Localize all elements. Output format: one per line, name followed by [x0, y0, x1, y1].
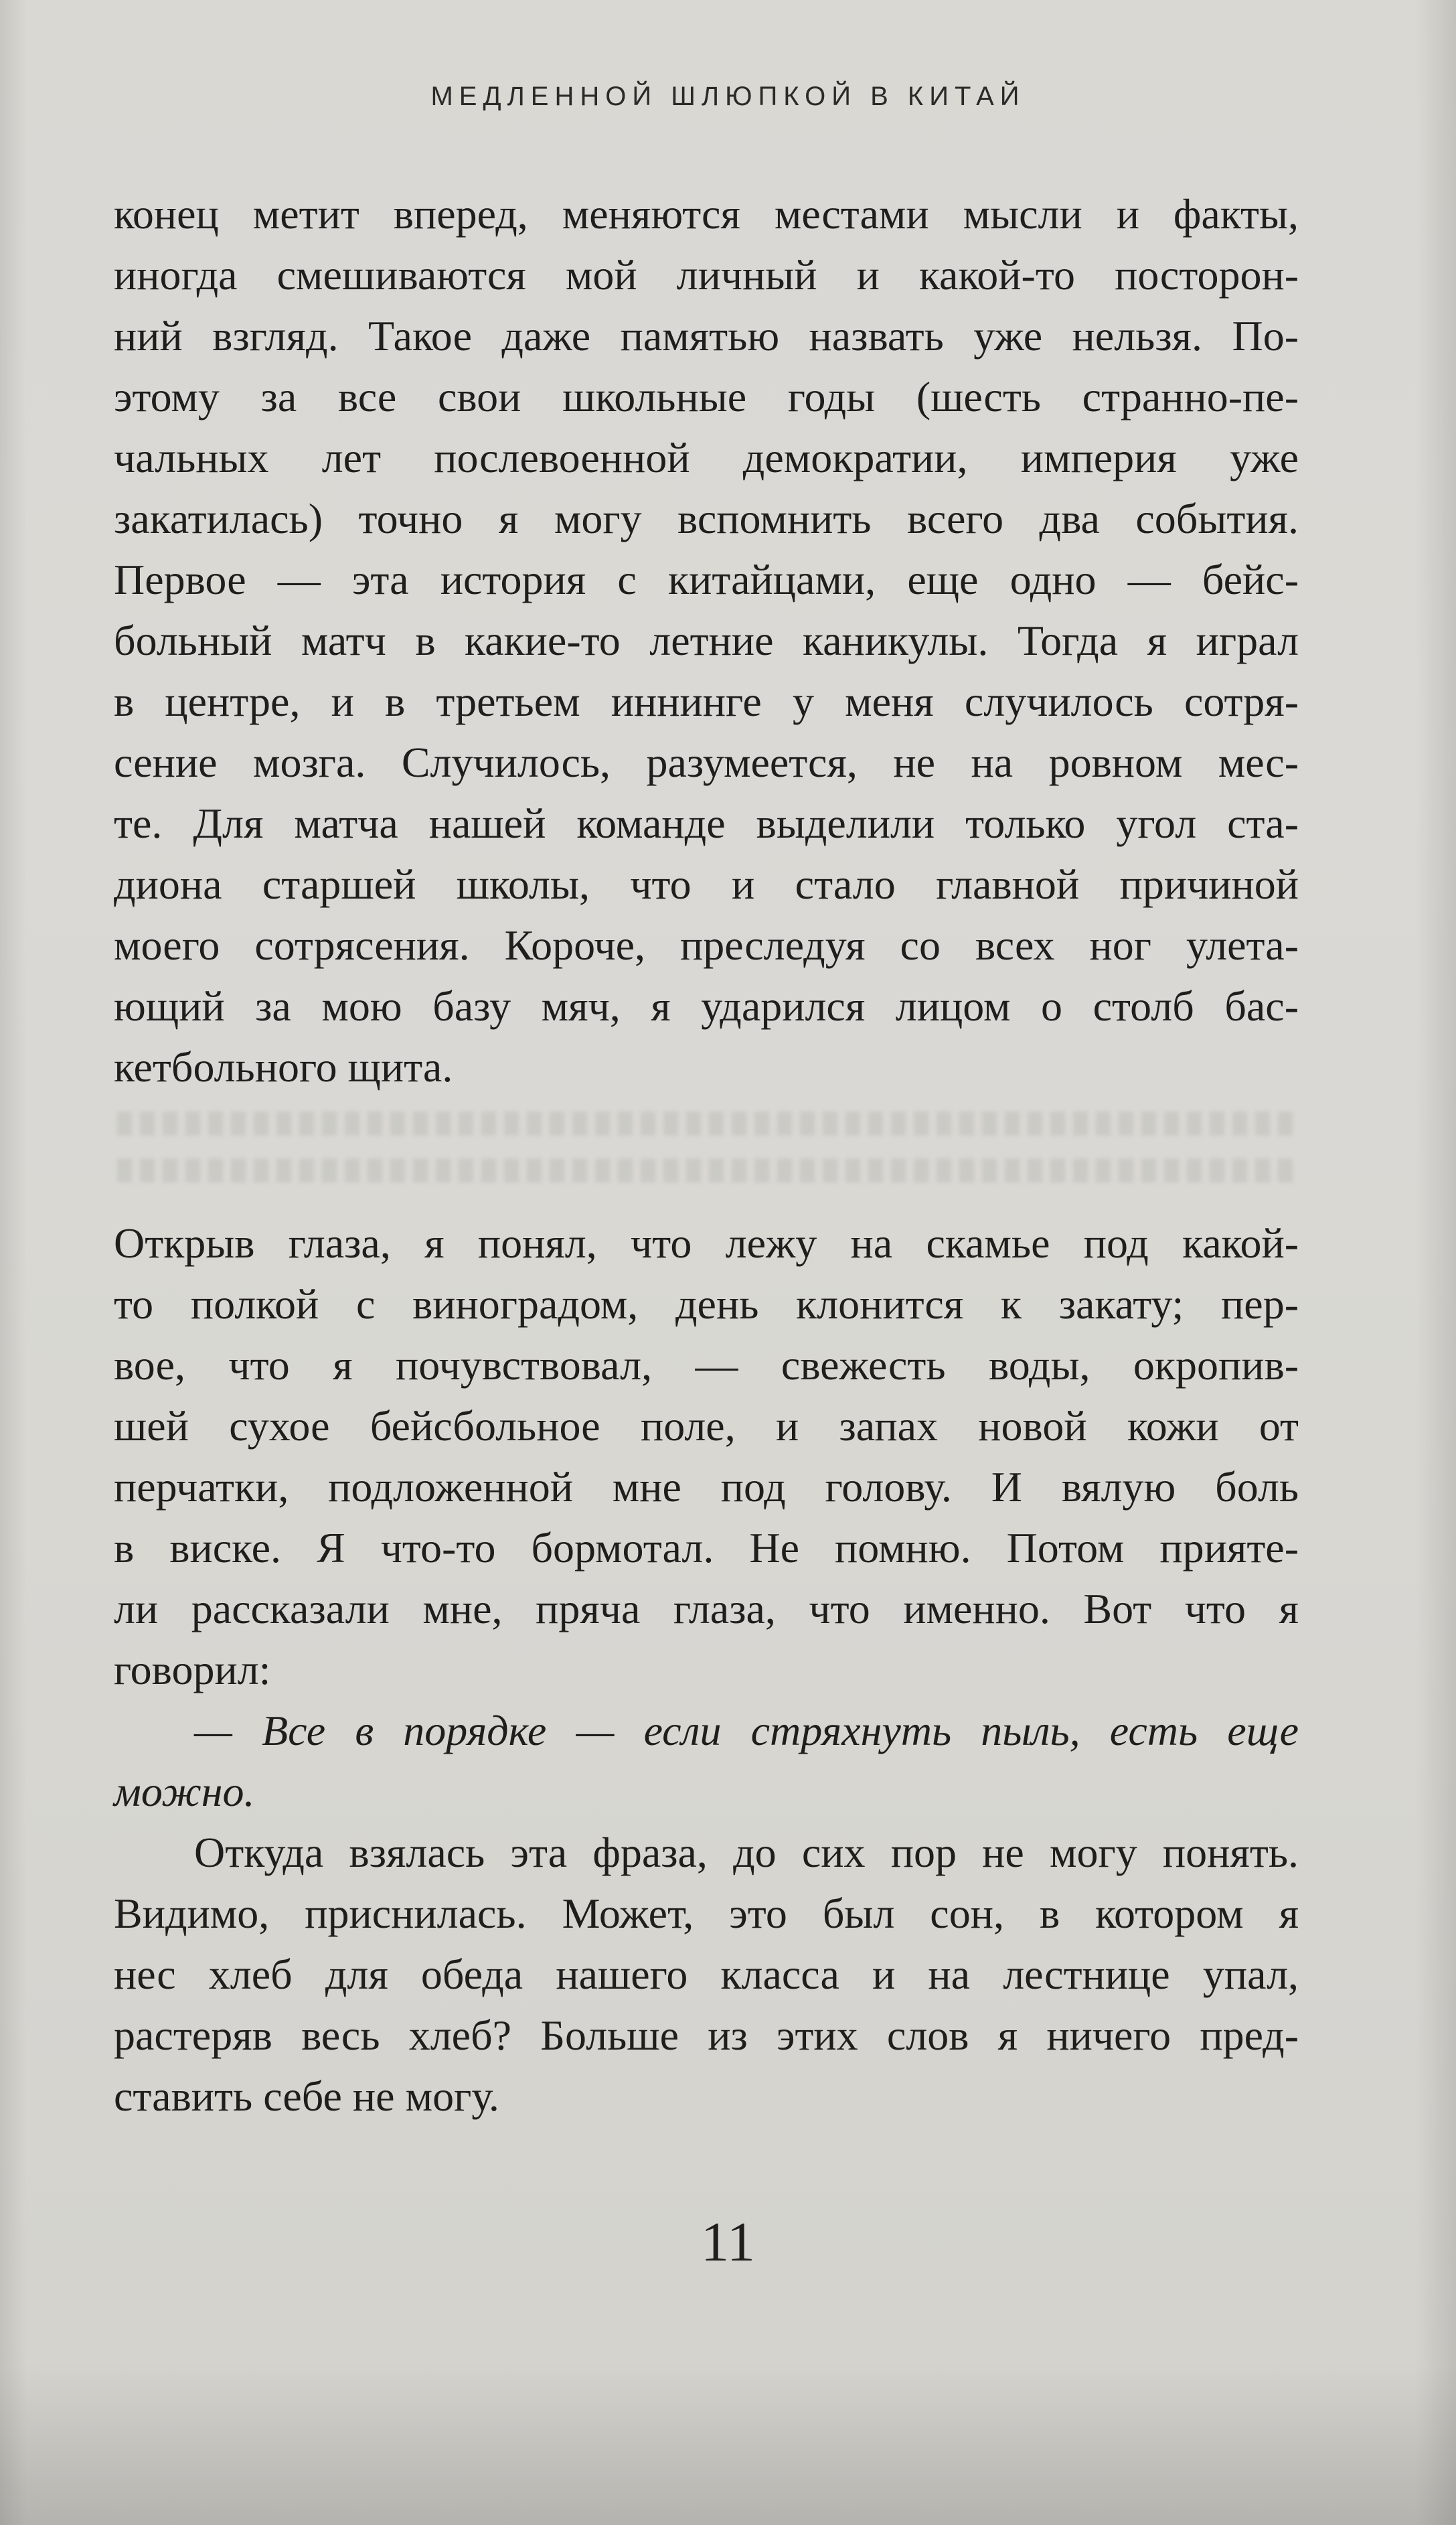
text-line: больный матч в какие-то летние каникулы. Тогда я играл [114, 617, 1299, 664]
text-line: шей сухое бейсбольное поле, и запах новой кожи от [114, 1402, 1299, 1450]
text-line: ли рассказали мне, пряча глаза, что именно. Вот что я [114, 1585, 1299, 1632]
text-line: Первое — эта история с китайцами, еще одно — бейс- [114, 556, 1299, 603]
text-line: перчатки, подложенной мне под голову. И вялую боль [114, 1463, 1299, 1511]
text-line: Видимо, приснилась. Может, это был сон, в котором я [114, 1890, 1299, 1937]
text-line: чальных лет послевоенной демократии, империя уже [114, 434, 1299, 481]
text-line: этому за все свои школьные годы (шесть странно-пе- [114, 373, 1299, 420]
text-line: Открыв глаза, я понял, что лежу на скамье под какой- [114, 1219, 1299, 1267]
running-title: МЕДЛЕННОЙ ШЛЮПКОЙ В КИТАЙ [430, 82, 1026, 111]
text-line: моего сотрясения. Короче, преследуя со всех ног улета- [114, 921, 1299, 969]
quote-line: можно. [114, 1768, 255, 1815]
text-line: ющий за мою базу мяч, я ударился лицом о столб бас- [114, 982, 1299, 1030]
text-line: ставить себе не могу. [114, 2072, 499, 2120]
text-line: вое, что я почувствовал, — свежесть воды, окропив- [114, 1341, 1299, 1389]
text-line: Откуда взялась эта фраза, до сих пор не могу понять. [194, 1829, 1299, 1876]
show-through-shadow [117, 1112, 1295, 1136]
quote-line: — Все в порядке — если стряхнуть пыль, есть еще [194, 1707, 1299, 1754]
show-through-shadow [117, 1158, 1295, 1182]
text-line: сение мозга. Случилось, разумеется, не на ровном мес- [114, 739, 1299, 786]
text-line: говорил: [114, 1646, 271, 1693]
page-bottom-shadow [0, 2364, 1456, 2525]
text-line: иногда смешиваются мой личный и какой-то посторон- [114, 251, 1299, 299]
page-edge-shadow [1416, 0, 1456, 2525]
text-line: те. Для матча нашей команде выделили только угол ста- [114, 799, 1299, 847]
text-line: в виске. Я что-то бормотал. Не помню. Потом прияте- [114, 1524, 1299, 1572]
text-line: диона старшей школы, что и стало главной причиной [114, 860, 1299, 908]
text-line: кетбольного щита. [114, 1043, 453, 1091]
text-line: в центре, и в третьем иннинге у меня случилось сотря- [114, 678, 1299, 725]
page-gutter-shadow [0, 0, 27, 2525]
text-line: растеряв весь хлеб? Больше из этих слов я ничего пред- [114, 2011, 1299, 2059]
text-line: нес хлеб для обеда нашего класса и на лестнице упал, [114, 1950, 1299, 1998]
text-line: конец метит вперед, меняются местами мысли и факты, [114, 190, 1299, 238]
text-line: ний взгляд. Такое даже памятью назвать уже нельзя. По- [114, 312, 1299, 360]
page-number: 11 [701, 2211, 755, 2273]
text-line: закатилась) точно я могу вспомнить всего два события. [114, 495, 1299, 542]
text-line: то полкой с виноградом, день клонится к закату; пер- [114, 1280, 1299, 1328]
